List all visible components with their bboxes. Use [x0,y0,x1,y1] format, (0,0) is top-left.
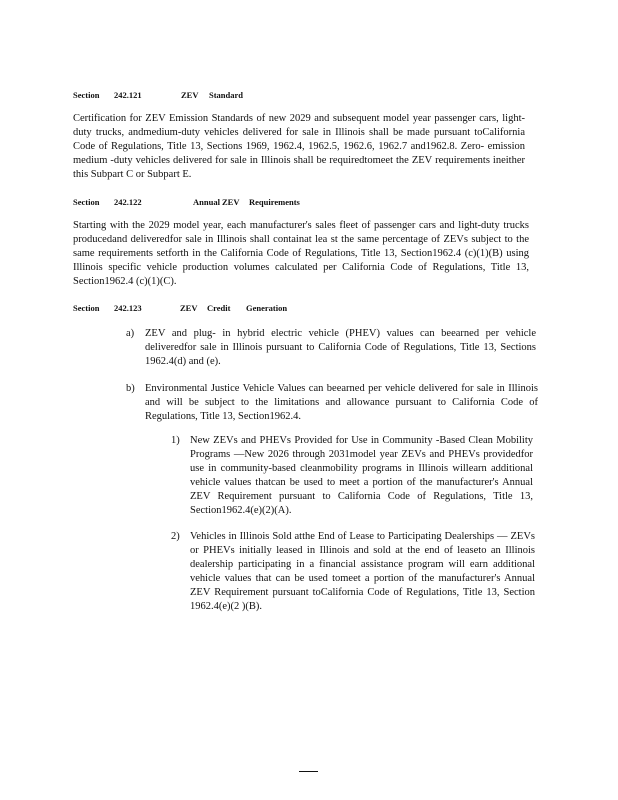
list-item-text: ZEV and plug- in hybrid electric vehicle (PHEV) values can beearned per vehicle deliveredfor sale in Illinois pursuant to California Code of Regulations, Title 13, Sections 1962.4(d) and (e). [145,328,536,367]
section-label: Section [73,197,100,207]
paragraph-zev-standard: Certification for ZEV Emission Standards of new 2029 and subsequent model year passenger cars, light-duty trucks, andmedium-duty vehicles delivered for sale in Illinois shall be made pursuant toCalifornia Code of Regulations, Title 13, Sections 1969, 1962.4, 1962.5, 1962.6, 1962.7 and1962.8. Zero- emission medium -duty vehicles delivered for sale in Illinois shall be requiredtomeet the ZEV requirements ineither this Subpart C or Subpart E. [73,113,525,180]
section-title-word: Annual [193,197,220,207]
section-title-word: Standard [209,90,244,100]
paragraph-annual-zev-requirements: Starting with the 2029 model year, each manufacturer's sales fleet of passenger cars and light-duty trucks producedand deliveredfor sale in Illinois shall containat lea st the same percentage of ZEVs subject to the same requirements setforth in the California Code of Regulations, Title 13, Section1962.4 (c)(1)(B) using Illinois specific vehicle production volumes calculated per California Code of Regulations, Title 13, Section1962.4 (c)(1)(C). [73,220,529,287]
footer-rule [299,771,318,772]
section-label: Section [73,303,100,313]
section-title-word: Requirements [249,197,300,207]
sub-list-item-label: 1) [171,435,180,446]
section-number: 242.121 [114,90,142,100]
sub-list-item-text: New ZEVs and PHEVs Provided for Use in Community -Based Clean Mobility Programs —New 2026 through 2031model year ZEVs and PHEVs providedfor use in community-based cleanmobility programs in Illinois willearn additional vehicle values thatcan be used to meet a portion of the manufacturer's Annual ZEV Requirement pursuant to California Code of Regulations, Title 13, Section1962.4(e)(2)(A). [190,435,533,516]
section-title-word: ZEV [222,197,240,207]
list-item-text: Environmental Justice Vehicle Values can beearned per vehicle delivered for sale in Illinois and will be subject to the limitations and allowance pursuant to California Code of Regulations, Title 13, Section1962.4. [145,383,538,422]
sub-list-item-text: Vehicles in Illinois Sold atthe End of Lease to Participating Dealerships — ZEVs or PHEVs initially leased in Illinois and sold at the end of leaseto an Illinois dealership participating in a financial assistance program will earn additional vehicle values that can be used tomeet a portion of the manufacturer's Annual ZEV Requirement pursuant toCalifornia Code of Regulations, Title 13, Section 1962.4(e)(2 )(B). [190,531,535,612]
section-title-word: ZEV [181,90,199,100]
section-number: 242.123 [114,303,142,313]
section-title-word: ZEV [180,303,198,313]
list-item-label: a) [126,328,135,339]
section-label: Section [73,90,100,100]
section-title-word: Generation [246,303,288,313]
sub-list-item-label: 2) [171,531,180,542]
section-number: 242.122 [114,197,142,207]
list-item-label: b) [126,383,135,394]
section-title-word: Credit [207,303,231,313]
